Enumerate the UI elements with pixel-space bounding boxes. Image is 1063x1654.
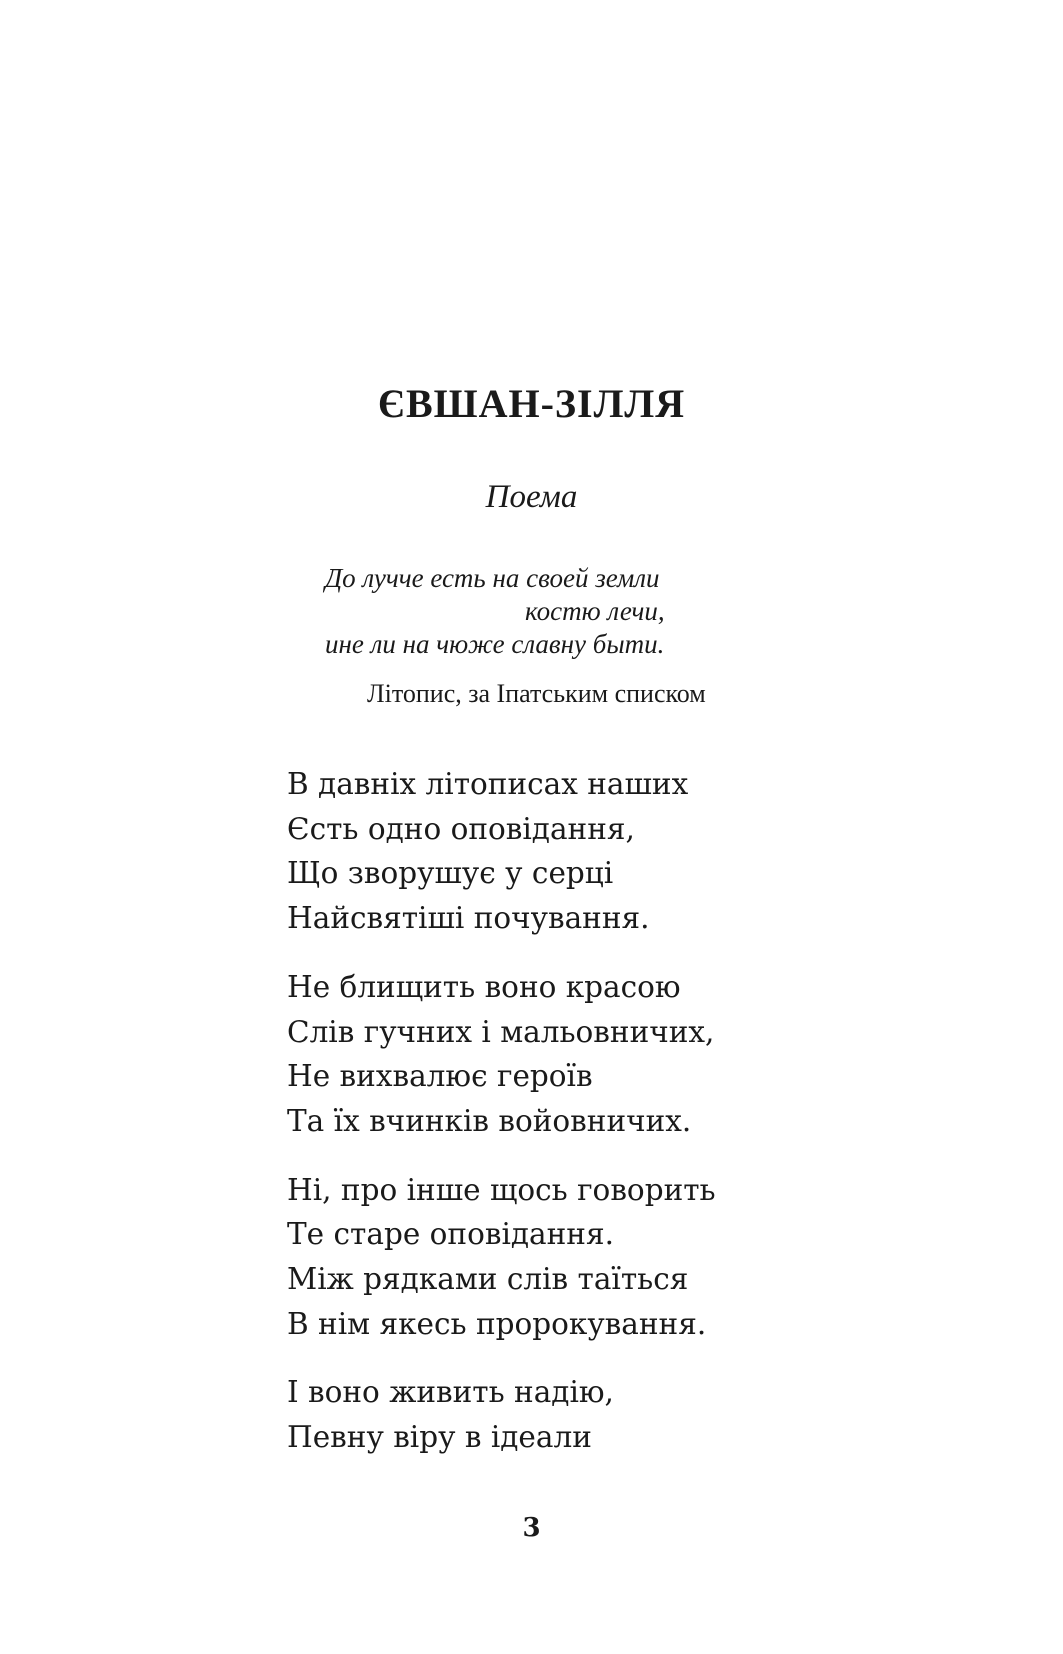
verse-line: Ні, про інше щось говорить — [287, 1172, 716, 1207]
stanza — [287, 1370, 847, 1459]
verse-line: Те старе оповідання. — [287, 1217, 614, 1252]
poem-subtitle: Поема — [485, 479, 578, 515]
page-number: 3 — [522, 1513, 541, 1543]
verse-line: Слів гучних і мальовничих, — [287, 1014, 715, 1049]
epigraph-line: костю лечи, — [525, 596, 665, 626]
poem-title: ЄВШАН-ЗІЛЛЯ — [377, 381, 686, 426]
stanza — [287, 1168, 847, 1347]
epigraph-source: Літопис, за Іпатським списком — [367, 679, 706, 708]
verse-line: Між рядками слів таїться — [287, 1262, 689, 1297]
verse-line: Не вихвалює героїв — [287, 1059, 593, 1094]
verse-line: В давніх літописах наших — [287, 767, 689, 801]
verse-line: Єсть одно оповідання, — [287, 811, 635, 846]
epigraph — [325, 562, 745, 661]
verse-line: Найсвятіші почування. — [287, 901, 650, 936]
verse-line: В нім якесь пророкування. — [287, 1306, 707, 1341]
verse-line: Не блищить воно красою — [287, 969, 681, 1004]
stanza — [287, 965, 847, 1144]
verse-line: Та їх вчинків войовничих. — [287, 1103, 692, 1138]
epigraph-line: ине ли на чюже славну быти. — [325, 629, 665, 659]
poem-body — [287, 762, 847, 1484]
verse-line: Певну віру в ідеали — [287, 1420, 592, 1455]
stanza — [287, 762, 847, 941]
verse-line: І воно живить надію, — [287, 1375, 614, 1410]
verse-line: Що зворушує у серці — [287, 856, 614, 891]
epigraph-line: До лучче есть на своей земли — [325, 563, 660, 593]
